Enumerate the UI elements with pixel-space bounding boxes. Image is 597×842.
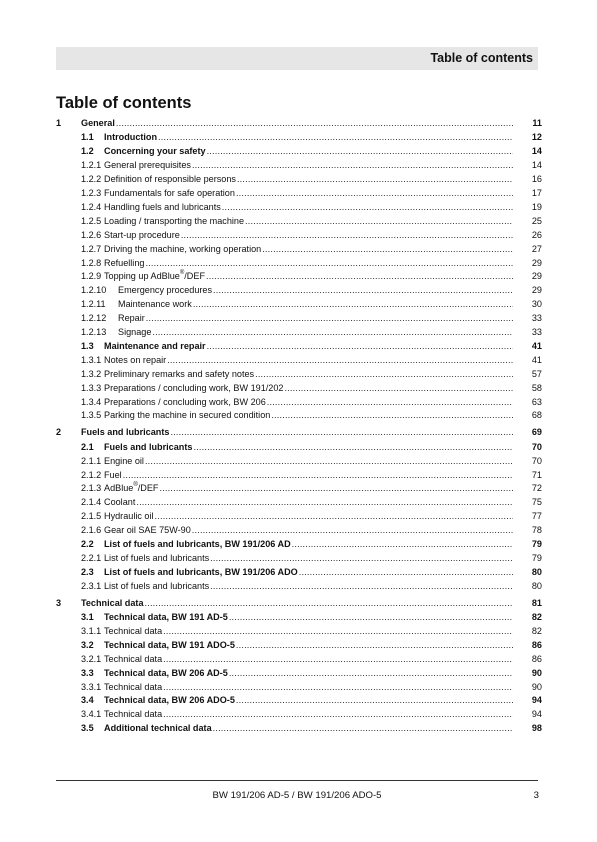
toc-entry-page: 41	[531, 354, 542, 365]
toc-entry-number: 2.1.6	[81, 525, 102, 536]
toc-entry-label	[104, 131, 157, 143]
toc-entry-label-text: Signage	[118, 327, 152, 337]
dot-leader	[292, 538, 513, 550]
toc-entry-label-text: Coolant	[104, 497, 136, 508]
dot-leader	[255, 368, 513, 380]
toc-entry-label	[104, 409, 270, 421]
toc-entry[interactable]	[56, 694, 542, 706]
footer-page-number: 3	[533, 790, 539, 801]
toc-entry-number: 1.2.2	[81, 174, 102, 185]
toc-entry[interactable]	[56, 469, 542, 481]
toc-entry-number: 1.2.10	[81, 285, 107, 296]
toc-entry-label	[104, 229, 180, 241]
toc-entry[interactable]	[56, 257, 542, 269]
toc-entry-number: 3.1.1	[81, 625, 102, 636]
toc-entry-number: 2.1.5	[81, 511, 102, 522]
dot-leader	[229, 667, 513, 679]
dot-leader	[229, 611, 513, 623]
toc-entry-number: 1.2.3	[81, 188, 102, 198]
toc-entry-label-text: Parking the machine in secured condition	[104, 410, 271, 421]
toc-entry-number: 2.1	[81, 441, 94, 452]
toc-entry-label-text: List of fuels and lubricants	[104, 580, 210, 591]
toc-entry-label	[104, 538, 291, 550]
toc-entry[interactable]	[56, 580, 542, 592]
toc-entry-label	[118, 326, 151, 338]
toc-entry[interactable]	[56, 396, 542, 408]
toc-entry-number: 2	[56, 427, 62, 438]
toc-entry-page: 80	[531, 566, 542, 577]
toc-entry-label	[104, 215, 244, 227]
toc-entry-page: 33	[531, 327, 542, 337]
dot-leader	[210, 552, 513, 564]
toc-entry-label	[104, 722, 212, 734]
toc-entry-label	[104, 552, 209, 564]
toc-entry[interactable]	[56, 625, 542, 637]
toc-entry-label	[104, 611, 228, 623]
footer-model-text: BW 191/206 AD-5 / BW 191/206 ADO-5	[212, 790, 382, 801]
toc-entry-label-text: Engine oil	[104, 455, 144, 466]
toc-entry-number: 3	[56, 597, 62, 608]
toc-entry-number: 3.5	[81, 723, 94, 734]
dot-leader	[299, 566, 513, 578]
toc-entry-page: 71	[531, 469, 542, 480]
toc-entry-label-text: Technical data	[81, 597, 144, 608]
toc-entry[interactable]	[56, 653, 542, 665]
toc-entry-label-text: General prerequisites	[104, 160, 191, 171]
toc-entry-label	[104, 694, 235, 706]
toc-entry[interactable]	[56, 284, 542, 296]
toc-entry-number: 3.3.1	[81, 681, 102, 692]
dot-leader	[206, 270, 513, 282]
toc-entry[interactable]	[56, 681, 542, 693]
toc-entry[interactable]	[56, 145, 542, 157]
toc-entry-label-text: Introduction	[104, 132, 158, 143]
toc-entry-page: 11	[532, 118, 542, 128]
toc-entry-page: 14	[531, 160, 542, 171]
toc-entry[interactable]	[56, 326, 542, 338]
toc-entry-label	[104, 524, 191, 536]
dot-leader	[210, 580, 513, 592]
toc-entry-page: 72	[531, 483, 542, 494]
toc-entry-label	[104, 159, 191, 171]
toc-entry[interactable]	[56, 354, 542, 366]
toc-entry-label	[104, 243, 261, 255]
toc-entry-number: 1.3.5	[81, 410, 102, 421]
toc-entry[interactable]	[56, 552, 542, 564]
toc-entry-page: 98	[531, 723, 542, 734]
toc-entry-page: 14	[531, 146, 542, 157]
toc-entry[interactable]	[56, 409, 542, 421]
toc-entry-label-text: Preparations / concluding work, BW 206	[104, 396, 266, 407]
dot-leader	[152, 326, 513, 338]
toc-entry-page: 90	[531, 681, 542, 692]
dot-leader	[207, 145, 513, 157]
toc-entry-label-text: Gear oil SAE 75W-90	[104, 525, 191, 536]
dot-leader	[163, 653, 513, 665]
toc-entry-label	[104, 681, 162, 693]
toc-entry-label-text: Technical data, BW 191 ADO-5	[104, 639, 235, 650]
toc-entry-label-text: List of fuels and lubricants, BW 191/206 AD	[104, 539, 291, 549]
dot-leader	[236, 639, 513, 651]
toc-entry[interactable]	[56, 340, 542, 352]
dot-leader	[271, 409, 513, 421]
toc-entry-number: 2.1.1	[81, 455, 102, 466]
toc-entry[interactable]	[56, 482, 542, 494]
toc-entry-page: 86	[531, 653, 542, 664]
toc-entry-label	[81, 426, 169, 438]
toc-entry-label-text: Additional technical data	[104, 723, 212, 734]
toc-entry-label-text: Start-up procedure	[104, 229, 180, 240]
toc-entry-label-text: Fundamentals for safe operation	[104, 188, 235, 198]
toc-entry[interactable]	[56, 496, 542, 508]
toc-entry-number: 1.1	[81, 132, 94, 143]
toc-entry-label-suffix: /DEF	[137, 483, 159, 494]
toc-entry-label-text: Emergency procedures	[118, 285, 213, 296]
toc-entry-page: 79	[531, 539, 542, 549]
toc-entry-number: 1.2	[81, 146, 94, 157]
toc-entry-page: 78	[531, 525, 542, 536]
toc-entry-label	[104, 441, 192, 453]
toc-entry-page: 82	[531, 625, 542, 636]
toc-entry-page: 27	[531, 243, 542, 254]
dot-leader	[236, 187, 513, 199]
dot-leader	[116, 117, 513, 129]
toc-entry-page: 25	[531, 215, 542, 226]
toc-entry-label	[104, 639, 235, 651]
dot-leader	[262, 243, 513, 255]
toc-entry[interactable]	[56, 566, 542, 578]
toc-entry-page: 33	[531, 313, 542, 324]
dot-leader	[170, 426, 513, 438]
toc-entry-label-text: Technical data	[104, 625, 163, 636]
toc-entry-number: 1.2.9	[81, 271, 102, 282]
toc-entry-label-text: Technical data, BW 191 AD-5	[104, 612, 228, 622]
dot-leader	[163, 708, 513, 720]
toc-entry-label	[104, 187, 235, 199]
toc-entry[interactable]	[56, 173, 542, 185]
toc-entry-number: 2.2	[81, 539, 94, 549]
dot-leader	[267, 396, 513, 408]
toc-entry-label	[104, 257, 144, 269]
dot-leader	[192, 159, 513, 171]
toc-entry[interactable]	[56, 708, 542, 720]
toc-entry-number: 1.2.5	[81, 215, 102, 226]
dot-leader	[136, 496, 513, 508]
toc-entry-label-text: Notes on repair	[104, 354, 167, 365]
toc-entry[interactable]	[56, 538, 542, 550]
toc-entry-page: 69	[531, 427, 542, 438]
toc-entry-number: 2.3	[81, 566, 94, 577]
toc-entry-label	[104, 173, 236, 185]
toc-entry-label	[118, 298, 192, 310]
toc-entry-page: 17	[531, 188, 542, 198]
toc-entry[interactable]	[56, 524, 542, 536]
dot-leader	[245, 215, 513, 227]
toc-entry-page: 12	[531, 132, 542, 143]
toc-entry-label-text: General	[81, 118, 115, 128]
toc-entry-page: 94	[531, 695, 542, 706]
toc-entry-number: 3.1	[81, 612, 94, 622]
toc-entry-number: 1.3.1	[81, 354, 102, 365]
toc-entry-label	[81, 117, 115, 129]
toc-entry-number: 2.2.1	[81, 552, 102, 563]
toc-entry-label	[104, 270, 205, 282]
toc-entry-label	[104, 708, 162, 720]
toc-entry-number: 3.4	[81, 695, 94, 706]
dot-leader	[193, 298, 513, 310]
toc-entry-page: 80	[531, 580, 542, 591]
registered-mark: ®	[179, 270, 185, 277]
toc-entry-label	[104, 625, 162, 637]
toc-entry-number: 1.3.2	[81, 368, 102, 379]
dot-leader	[155, 510, 513, 522]
toc-entry[interactable]	[56, 426, 542, 438]
toc-entry[interactable]	[56, 159, 542, 171]
toc-entry-label-text: Fuels and lubricants	[104, 441, 193, 452]
toc-entry[interactable]	[56, 215, 542, 227]
toc-entry-page: 82	[531, 612, 542, 622]
toc-entry-label-text: Handling fuels and lubricants	[104, 201, 221, 212]
toc-entry-label-text: Hydraulic oil	[104, 511, 154, 522]
toc-entry-label	[118, 284, 212, 296]
toc-entry-number: 1.2.4	[81, 201, 102, 212]
toc-entry-page: 19	[531, 201, 542, 212]
toc-entry-label-text: Technical data, BW 206 ADO-5	[104, 695, 235, 706]
toc-entry[interactable]	[56, 382, 542, 394]
toc-entry-page: 30	[531, 299, 542, 310]
dot-leader	[167, 354, 513, 366]
toc-entry-number: 2.1.4	[81, 497, 102, 508]
toc-entry-label	[104, 667, 228, 679]
toc-entry[interactable]	[56, 510, 542, 522]
dot-leader	[222, 201, 513, 213]
toc-entry-label-text: Fuels and lubricants	[81, 427, 170, 438]
toc-entry-page: 29	[531, 271, 542, 282]
toc-entry-label	[104, 340, 206, 352]
toc-entry-page: 70	[531, 441, 542, 452]
toc-entry-label	[118, 312, 145, 324]
running-header	[56, 47, 538, 70]
toc-entry-page: 68	[531, 410, 542, 421]
toc-entry-page: 79	[531, 552, 542, 563]
toc-entry[interactable]	[56, 455, 542, 467]
dot-leader	[146, 312, 513, 324]
toc-entry-number: 3.4.1	[81, 709, 102, 720]
dot-leader	[181, 229, 513, 241]
toc-entry[interactable]	[56, 639, 542, 651]
toc-entry-label	[104, 496, 135, 508]
toc-entry-number: 2.1.2	[81, 469, 102, 480]
toc-entry-label-text: Maintenance and repair	[104, 340, 206, 351]
toc-entry-number: 3.2	[81, 639, 94, 650]
toc-entry-label	[104, 201, 221, 213]
toc-entry-page: 29	[531, 257, 542, 268]
toc-entry[interactable]	[56, 298, 542, 310]
toc-entry-label-text: Concerning your safety	[104, 146, 206, 157]
toc-entry-number: 1.2.11	[81, 299, 106, 310]
toc-entry-page: 94	[531, 709, 542, 720]
toc-entry-label	[104, 396, 266, 408]
toc-entry-number: 1.3	[81, 340, 94, 351]
toc-entry-label-text: List of fuels and lubricants, BW 191/206 ADO	[104, 566, 298, 577]
dot-leader	[192, 524, 513, 536]
dot-leader	[123, 469, 513, 481]
dot-leader	[145, 257, 513, 269]
toc-entry-number: 2.3.1	[81, 580, 102, 591]
toc-entry-page: 63	[531, 396, 542, 407]
toc-entry[interactable]	[56, 117, 542, 129]
toc-entry-page: 90	[531, 667, 542, 678]
toc-entry-number: 3.3	[81, 667, 94, 678]
toc-entry-number: 1.2.1	[81, 160, 102, 171]
toc-entry-label-text: Fuel	[104, 469, 122, 480]
toc-entry-label	[104, 482, 158, 494]
toc-entry-page: 77	[531, 511, 542, 522]
toc-entry-number: 1.3.3	[81, 382, 102, 393]
toc-entry-label-text: Maintenance work	[118, 299, 192, 310]
toc-entry-label	[104, 469, 122, 481]
toc-entry[interactable]	[56, 229, 542, 241]
registered-mark: ®	[133, 482, 138, 489]
toc-entry-label-text: Loading / transporting the machine	[104, 215, 245, 226]
toc-entry-page: 29	[531, 285, 542, 296]
toc-entry[interactable]	[56, 441, 542, 453]
toc-entry-label-text: Technical data	[104, 681, 163, 692]
dot-leader	[284, 382, 513, 394]
dot-leader	[193, 441, 513, 453]
toc-entry[interactable]	[56, 312, 542, 324]
toc-entry[interactable]	[56, 597, 542, 609]
toc-entry-label-text: AdBlue	[104, 483, 134, 494]
toc-entry-label	[104, 145, 206, 157]
toc-entry-number: 1.2.8	[81, 257, 102, 268]
toc-entry-number: 1.2.13	[81, 327, 107, 337]
dot-leader	[145, 597, 514, 609]
toc-entry[interactable]	[56, 368, 542, 380]
toc-entry-label	[104, 580, 209, 592]
dot-leader	[213, 284, 513, 296]
toc-entry-page: 16	[531, 174, 542, 185]
toc-entry-label-text: Technical data	[104, 709, 163, 720]
toc-entry-label-text: Definition of responsible persons	[104, 174, 236, 185]
toc-entry-page: 57	[531, 368, 542, 379]
toc-entry-label-text: Refuelling	[104, 257, 145, 268]
toc-entry-page: 75	[531, 497, 542, 508]
running-header-title: Table of contents	[430, 51, 533, 65]
toc-entry-label	[104, 455, 144, 467]
toc-entry[interactable]	[56, 187, 542, 199]
toc-entry-number: 1.2.12	[81, 313, 107, 324]
toc-entry-page: 81	[531, 597, 542, 608]
dot-leader	[207, 340, 513, 352]
toc-entry[interactable]	[56, 270, 542, 282]
toc-entry-label	[104, 354, 166, 366]
toc-entry-label-text: Driving the machine, working operation	[104, 243, 262, 254]
page-title: Table of contents	[56, 94, 192, 112]
toc-entry-number: 1	[56, 118, 62, 128]
toc-entry-page: 70	[531, 455, 542, 466]
toc-entry-number: 1.2.7	[81, 243, 102, 254]
toc-entry-label-text: Repair	[118, 313, 145, 324]
dot-leader	[145, 455, 513, 467]
dot-leader	[163, 681, 513, 693]
toc-entry-label-text: Technical data	[104, 653, 163, 664]
toc-entry[interactable]	[56, 201, 542, 213]
dot-leader	[236, 694, 513, 706]
toc-entry-number: 1.3.4	[81, 396, 102, 407]
toc-entry-label-text: Preliminary remarks and safety notes	[104, 368, 255, 379]
toc-entry-label	[104, 382, 283, 394]
toc-entry-label-text: List of fuels and lubricants	[104, 552, 210, 563]
toc-entry[interactable]	[56, 611, 542, 623]
toc-entry-label-text: Topping up AdBlue	[104, 271, 180, 282]
toc-entry-label	[81, 597, 144, 609]
dot-leader	[159, 482, 513, 494]
dot-leader	[158, 131, 513, 143]
dot-leader	[237, 173, 513, 185]
footer-divider	[56, 780, 538, 781]
toc-entry-label	[104, 368, 254, 380]
toc-entry-page: 26	[531, 229, 542, 240]
toc-entry[interactable]	[56, 243, 542, 255]
toc-entry-number: 3.2.1	[81, 653, 102, 664]
dot-leader	[163, 625, 513, 637]
toc-entry-label	[104, 653, 162, 665]
toc-entry-label	[104, 510, 154, 522]
toc-entry-label	[104, 566, 298, 578]
toc-entry-page: 58	[531, 382, 542, 393]
toc-entry[interactable]	[56, 667, 542, 679]
dot-leader	[213, 722, 513, 734]
toc-entry-label-suffix: /DEF	[184, 271, 205, 282]
toc-entry-number: 1.2.6	[81, 229, 102, 240]
toc-entry-label-text: Technical data, BW 206 AD-5	[104, 667, 228, 678]
toc-entry-number: 2.1.3	[81, 483, 102, 494]
toc-entry-page: 86	[531, 639, 542, 650]
toc-entry[interactable]	[56, 131, 542, 143]
toc-entry-label-text: Preparations / concluding work, BW 191/202	[104, 382, 284, 393]
toc-entry-page: 41	[531, 340, 542, 351]
toc-entry[interactable]	[56, 722, 542, 734]
